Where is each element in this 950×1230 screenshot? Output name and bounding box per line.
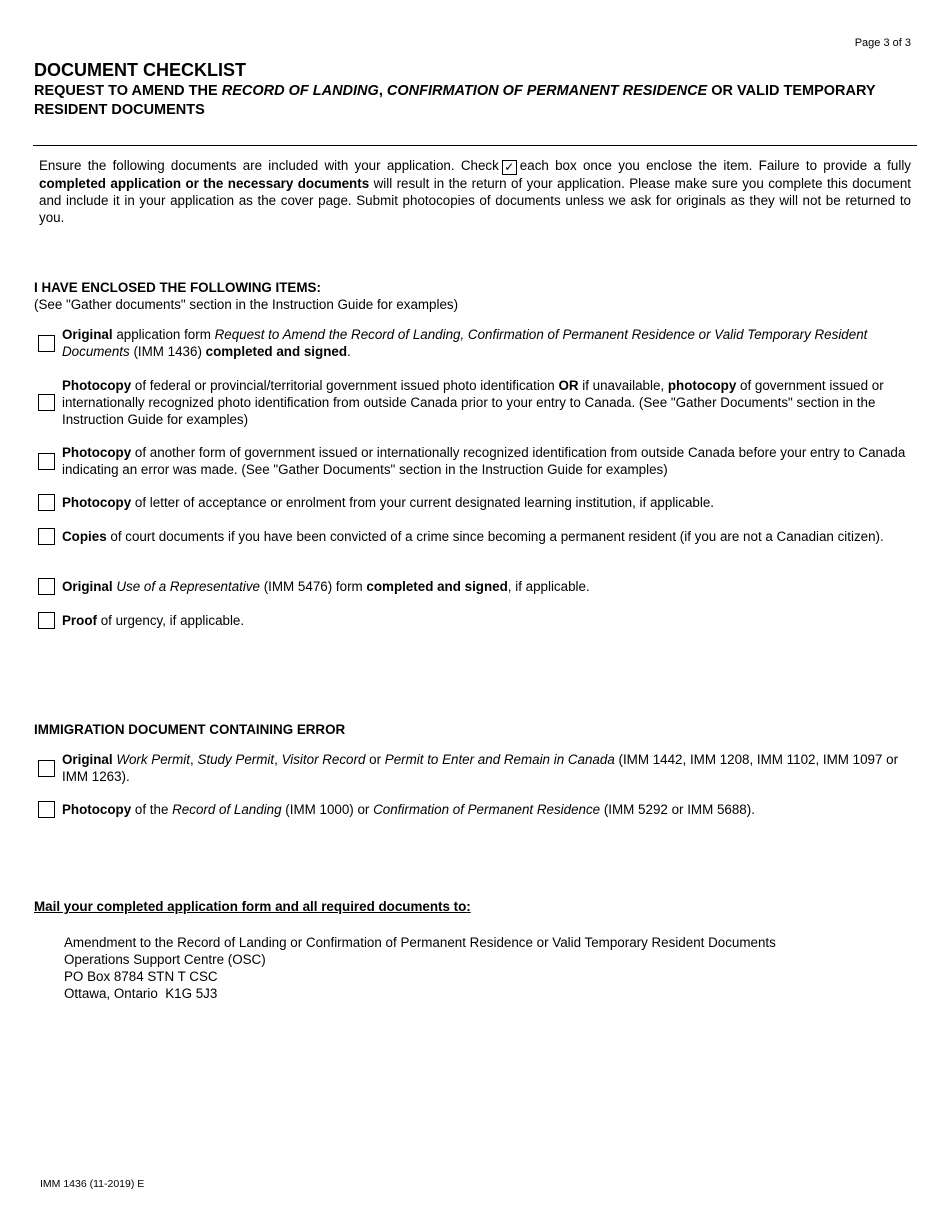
- checkbox[interactable]: [38, 578, 55, 595]
- error-document-heading: IMMIGRATION DOCUMENT CONTAINING ERROR: [34, 722, 346, 737]
- checklist-item-record-of-landing: Photocopy of the Record of Landing (IMM 1000) or Confirmation of Permanent Residence (IMM 5292 or IMM 5688).: [38, 801, 912, 818]
- mailing-address: [64, 934, 776, 1002]
- checklist-item-application-form: Original application form Request to Amend the Record of Landing, Confirmation of Permanent Residence or Valid Temporary Resident Documents (IMM 1436) completed and signed.: [38, 326, 912, 360]
- document-title: DOCUMENT CHECKLIST: [34, 60, 246, 80]
- checkbox[interactable]: [38, 801, 55, 818]
- checkbox[interactable]: [38, 494, 55, 511]
- document-subtitle: REQUEST TO AMEND THE RECORD OF LANDING, CONFIRMATION OF PERMANENT RESIDENCE OR VALID TEMPORARY RESIDENT DOCUMENTS: [34, 83, 876, 118]
- intro-paragraph: Ensure the following documents are included with your application. Check ✓ each box once you enclose the item. Failure to provide a fully completed application or the necessary documents will result in the return of your application. Please make sure you complete this document and include it in your application as the cover page. Submit photocopies of documents unless we ask for originals as they will not be returned to you.: [39, 158, 912, 225]
- checklist-item-representative-form: Original Use of a Representative (IMM 5476) form completed and signed, if applicable.: [38, 578, 912, 595]
- checklist-item-other-id: Photocopy of another form of government issued or internationally recognized identification from outside Canada before your entry to Canada indicating an error was made. (See "Gather Documents" section in the Instruction Guide for examples): [38, 444, 912, 478]
- checklist-item-proof-of-urgency: Proof of urgency, if applicable.: [38, 612, 912, 629]
- page-number: Page 3 of 3: [854, 37, 911, 49]
- checkbox[interactable]: [38, 394, 55, 411]
- checkbox[interactable]: [38, 760, 55, 777]
- checkmark-box-icon: ✓: [502, 160, 517, 175]
- checkbox[interactable]: [38, 528, 55, 545]
- checklist-item-acceptance-letter: Photocopy of letter of acceptance or enrolment from your current designated learning institution, if applicable.: [38, 494, 912, 511]
- address-line: PO Box 8784 STN T CSC: [64, 969, 218, 984]
- checklist-item-original-permit: Original Work Permit, Study Permit, Visitor Record or Permit to Enter and Remain in Canada (IMM 1442, IMM 1208, IMM 1102, IMM 1097 or IMM 1263).: [38, 751, 912, 785]
- header-divider: [33, 145, 917, 146]
- address-line: Operations Support Centre (OSC): [64, 952, 266, 967]
- address-line: Ottawa, Ontario K1G 5J3: [64, 986, 218, 1001]
- checkbox[interactable]: [38, 335, 55, 352]
- form-code: IMM 1436 (11-2019) E: [40, 1178, 145, 1190]
- address-line: Amendment to the Record of Landing or Confirmation of Permanent Residence or Valid Temporary Resident Documents: [64, 935, 776, 950]
- enclosed-items-heading: I HAVE ENCLOSED THE FOLLOWING ITEMS:: [34, 280, 321, 295]
- checkbox[interactable]: [38, 612, 55, 629]
- checklist-item-photo-id: Photocopy of federal or provincial/territorial government issued photo identification OR if unavailable, photocopy of government issued or internationally recognized photo identification from outside Canada prior to your entry to Canada. (See "Gather Documents" section in the Instruction Guide for examples): [38, 377, 912, 428]
- checklist-item-court-documents: Copies of court documents if you have been convicted of a crime since becoming a permanent resident (if you are not a Canadian citizen).: [38, 528, 912, 545]
- enclosed-items-subheading: (See "Gather documents" section in the Instruction Guide for examples): [34, 297, 459, 312]
- checkbox[interactable]: [38, 453, 55, 470]
- mailing-instructions-heading: Mail your completed application form and all required documents to:: [34, 899, 471, 914]
